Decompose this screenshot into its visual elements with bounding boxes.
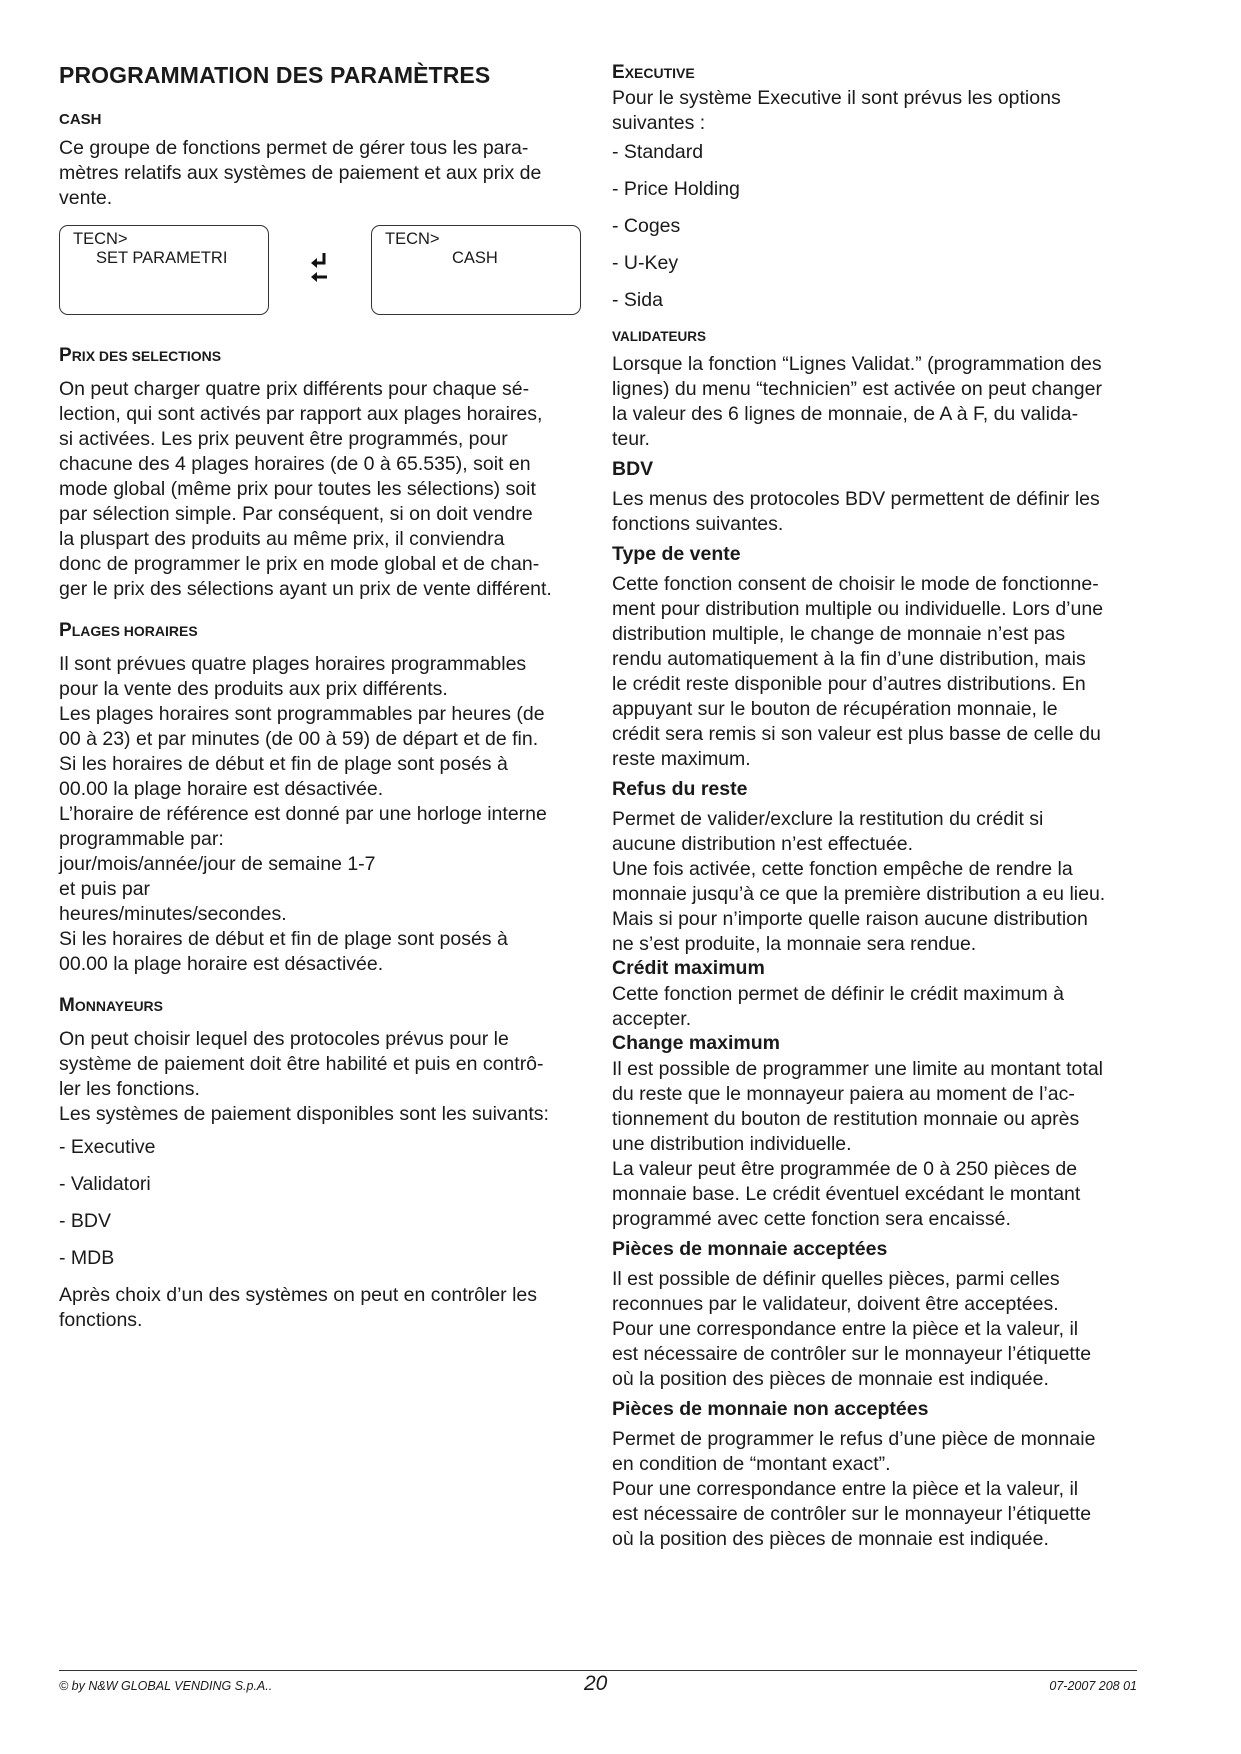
display-line-1: TECN> [385, 230, 440, 248]
footer-copyright: © by N&W GLOBAL VENDING S.p.A.. [59, 1679, 273, 1693]
cash-heading: CASH [59, 111, 102, 128]
prix-text: On peut charger quatre prix différents pour chaque sé- lection, qui sont activés par rapport aux plages horaires, si activées. Les prix peuvent être programmés, pour chacune des 4 plages horaires (de 0 à 65.535), soit en mode global (même prix pour toutes les sélections) soit par sélection simple. Par conséquent, si on doit vendre la pluspart des produits au même prix, il conviendra donc de programmer le prix en mode global et de chan- ger le prix des sélections ayant un prix de vente différent. [59, 378, 552, 600]
list-item: - U-Key [612, 252, 679, 274]
credit-text: Cette fonction permet de définir le crédit maximum à accepter. [612, 983, 1064, 1030]
prix-heading: PRIX DES SELECTIONS [59, 345, 222, 366]
display-cash [371, 225, 581, 315]
display-line-2: SET PARAMETRI [96, 249, 228, 267]
monnayeurs-outro: Après choix d’un des systèmes on peut en contrôler les fonctions. [59, 1284, 538, 1331]
change-text: Il est possible de programmer une limite au montant total du reste que le monnayeur paiera au moment de l’ac- tionnement du bouton de restitution monnaie ou après une distribution individuelle. La valeur peut être programmée de 0 à 250 pièces de monnaie base. Le crédit éventuel excédant le montant programmé avec cette fonction sera encaissé. [612, 1058, 1103, 1230]
type-vente-heading: Type de vente [612, 543, 741, 565]
page-number: 20 [584, 1672, 608, 1695]
executive-heading: EXECUTIVE [612, 62, 695, 83]
right-column [612, 62, 1137, 1562]
credit-heading: Crédit maximum [612, 957, 765, 979]
display-set-parametri [59, 225, 269, 315]
refus-text: Permet de valider/exclure la restitution du crédit si aucune distribution n’est effectuée. Une fois activée, cette fonction empêche de rendre la monnaie jusqu’à ce que la première distribution a eu lieu. Mais si pour n’importe quelle raison aucune distribution ne s’est produite, la monnaie sera rendue. [612, 808, 1106, 955]
bdv-text: Les menus des protocoles BDV permettent de définir les fonctions suivantes. [612, 488, 1100, 535]
bdv-heading: BDV [612, 458, 654, 480]
cash-intro: Ce groupe de fonctions permet de gérer tous les para- mètres relatifs aux systèmes de paiement et aux prix de vente. [59, 137, 542, 209]
validateurs-text: Lorsque la fonction “Lignes Validat.” (programmation des lignes) du menu “technicien” est activée on peut changer la valeur des 6 lignes de monnaie, de A à F, du valida- teur. [612, 353, 1102, 450]
type-vente-text: Cette fonction consent de choisir le mode de fonctionne- ment pour distribution multiple ou individuelle. Lors d’une distribution multiple, le change de monnaie n’est pas rendu automatiquement à la fin d’une distribution, mais le crédit reste disponible pour d’autres distributions. En appuyant sur le bouton de récupération monnaie, le crédit sera remis si son valeur est plus basse de celle du reste maximum. [612, 573, 1104, 770]
pieces-non-acceptees-heading: Pièces de monnaie non acceptées [612, 1398, 929, 1420]
executive-text: Pour le système Executive il sont prévus les options suivantes : [612, 87, 1061, 134]
change-heading: Change maximum [612, 1032, 780, 1054]
monnayeurs-text: On peut choisir lequel des protocoles prévus pour le système de paiement doit être habilité et puis en contrô- ler les fonctions. Les systèmes de paiement disponibles sont les suivants: [59, 1028, 549, 1125]
list-item: - Executive [59, 1136, 156, 1158]
footer-doc-code: 07-2007 208 01 [1049, 1679, 1137, 1693]
list-item: - BDV [59, 1210, 112, 1232]
pieces-acceptees-heading: Pièces de monnaie acceptées [612, 1238, 888, 1260]
monnayeurs-heading: MONNAYEURS [59, 995, 163, 1016]
list-item: - Price Holding [612, 178, 740, 200]
page-title: PROGRAMMATION DES PARAMÈTRES [59, 62, 491, 88]
list-item: - Sida [612, 289, 663, 311]
pieces-acceptees-text: Il est possible de définir quelles pièces, parmi celles reconnues par le validateur, doivent être acceptées. Pour une correspondance entre la pièce et la valeur, il est nécessaire de contrôler sur le monnayeur l’étiquette où la position des pièces de monnaie est indiquée. [612, 1268, 1092, 1390]
list-item: - Validatori [59, 1173, 151, 1195]
pieces-non-acceptees-text: Permet de programmer le refus d’une pièce de monnaie en condition de “montant exact”. Pour une correspondance entre la pièce et la valeur, il est nécessaire de contrôler sur le monnayeur l’étiquette où la position des pièces de monnaie est indiquée. [612, 1428, 1096, 1550]
display-sequence [59, 225, 584, 315]
left-column [59, 62, 584, 1343]
plages-heading: PLAGES HORAIRES [59, 620, 198, 641]
list-item: - Standard [612, 141, 704, 163]
validateurs-heading: VALIDATEURS [612, 329, 706, 344]
display-line-2: CASH [452, 249, 498, 267]
list-item: - Coges [612, 215, 681, 237]
enter-arrows-icon [309, 249, 329, 289]
list-item: - MDB [59, 1247, 115, 1269]
plages-text: Il sont prévues quatre plages horaires programmables pour la vente des produits aux prix différents. Les plages horaires sont programmables par heures (de 00 à 23) et par minutes (de 00 à 59) de départ et de fin. Si les horaires de début et fin de plage sont posés à 00.00 la plage horaire est désactivée. L’horaire de référence est donné par une horloge interne programmable par: jour/mois/année/jour de semaine 1-7 et puis par heures/minutes/secondes. Si les horaires de début et fin de plage sont posés à 00.00 la plage horaire est désactivée. [59, 653, 547, 975]
page-footer [59, 1670, 1137, 1695]
refus-heading: Refus du reste [612, 778, 748, 800]
display-line-1: TECN> [73, 230, 128, 248]
